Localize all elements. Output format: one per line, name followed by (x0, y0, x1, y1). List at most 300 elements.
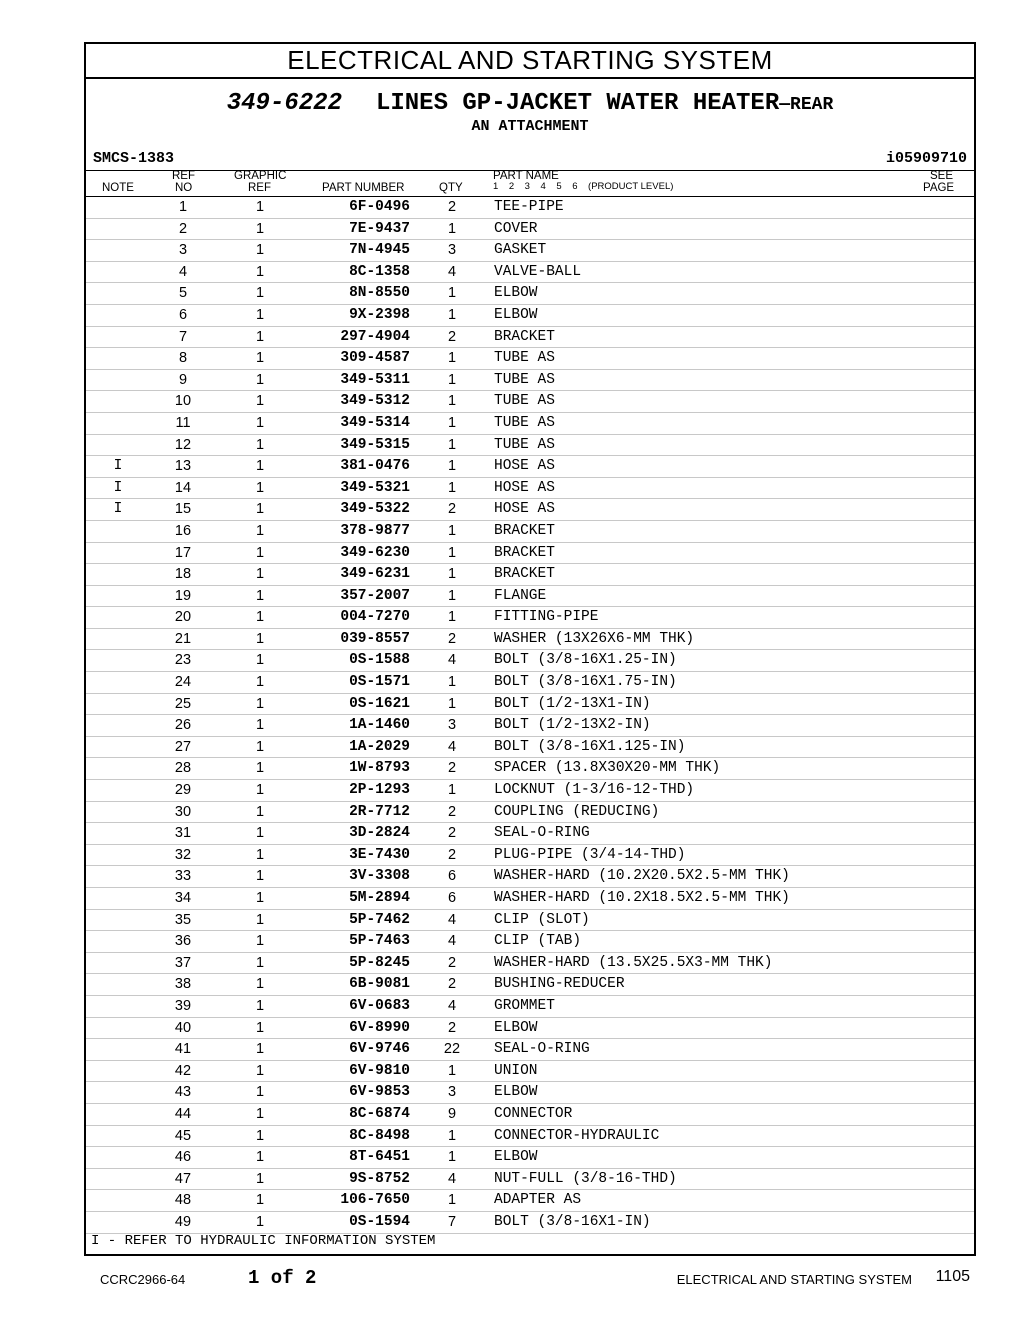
table-row (86, 758, 974, 780)
ref-no-cell: 5 (178, 285, 188, 302)
qty-cell: 4 (447, 933, 457, 950)
graphic-ref-cell: 1 (255, 501, 265, 518)
ref-no-cell: 1 (178, 199, 188, 215)
part-name-cell: HOSE AS (494, 479, 555, 496)
qty-cell: 3 (447, 717, 457, 734)
group-title: LINES GP-JACKET WATER HEATER (375, 90, 780, 117)
table-row (86, 435, 974, 457)
col-ref-header-top: REF (172, 170, 195, 182)
smcs-code: SMCS-1383 (93, 150, 175, 167)
note-cell: I (113, 501, 123, 518)
ref-no-cell: 2 (178, 220, 188, 237)
qty-cell: 22 (443, 1041, 461, 1058)
graphic-ref-cell: 1 (255, 1170, 265, 1187)
graphic-ref-cell: 1 (255, 846, 265, 863)
qty-cell: 1 (447, 695, 457, 712)
part-name-cell: TUBE AS (494, 393, 555, 410)
part-name-cell: BOLT (3/8-16X1.25-IN) (494, 652, 677, 669)
part-number-cell: 349-5314 (340, 414, 410, 431)
graphic-ref-cell: 1 (255, 566, 265, 583)
graphic-ref-cell: 1 (255, 997, 265, 1014)
qty-cell: 3 (447, 242, 457, 259)
group-heading (86, 91, 974, 118)
graphic-ref-cell: 1 (255, 328, 265, 345)
table-row (86, 1169, 974, 1191)
part-name-cell: TUBE AS (494, 350, 555, 367)
qty-cell: 4 (447, 911, 457, 928)
ref-no-cell: 24 (174, 674, 192, 691)
ref-no-cell: 3 (178, 242, 188, 259)
part-number-cell: 1W-8793 (349, 760, 410, 777)
ref-no-cell: 27 (174, 738, 192, 755)
ref-no-cell: 30 (174, 803, 192, 820)
parts-table-body (86, 197, 974, 1234)
graphic-ref-cell: 1 (255, 630, 265, 647)
group-subtitle: AN ATTACHMENT (471, 118, 589, 135)
part-name-cell: COVER (494, 220, 538, 237)
part-name-cell: BOLT (3/8-16X1-IN) (494, 1213, 651, 1230)
part-number-cell: 6V-9853 (349, 1084, 410, 1101)
table-row (86, 478, 974, 500)
part-name-cell: BRACKET (494, 522, 555, 539)
col-part-number-header: PART NUMBER (322, 182, 405, 194)
part-name-cell: BRACKET (494, 328, 555, 345)
graphic-ref-cell: 1 (255, 1084, 265, 1101)
part-number-cell: 349-6231 (340, 566, 410, 583)
col-part-name-header: PART NAME (493, 170, 559, 182)
table-row (86, 499, 974, 521)
table-row (86, 262, 974, 284)
qty-cell: 6 (447, 868, 457, 885)
table-row (86, 543, 974, 565)
table-row (86, 1104, 974, 1126)
part-number-cell: 349-5312 (340, 393, 410, 410)
footnote: I - REFER TO HYDRAULIC INFORMATION SYSTEM (91, 1233, 436, 1249)
qty-cell: 1 (447, 458, 457, 475)
qty-cell: 1 (447, 350, 457, 367)
part-name-cell: TEE-PIPE (494, 199, 564, 215)
part-number-cell: 349-5322 (340, 501, 410, 518)
part-number-cell: 7E-9437 (349, 220, 410, 237)
table-row (86, 1039, 974, 1061)
ref-no-cell: 33 (174, 868, 192, 885)
graphic-ref-cell: 1 (255, 890, 265, 906)
graphic-ref-cell: 1 (255, 1127, 265, 1144)
part-number-cell: 8C-8498 (349, 1127, 410, 1144)
table-header (86, 171, 974, 197)
ref-no-cell: 11 (175, 414, 191, 431)
part-name-cell: WASHER-HARD (10.2X20.5X2.5-MM THK) (494, 868, 790, 885)
table-row (86, 1061, 974, 1083)
graphic-ref-cell: 1 (255, 436, 265, 453)
qty-cell: 1 (447, 782, 457, 799)
graphic-ref-cell: 1 (255, 263, 265, 280)
part-name-cell: GASKET (494, 242, 547, 259)
ref-no-cell: 7 (178, 328, 188, 345)
ref-no-cell: 12 (174, 436, 192, 453)
part-name-cell: BOLT (1/2-13X2-IN) (494, 717, 651, 734)
ref-no-cell: 47 (174, 1170, 192, 1187)
part-number-cell: 6B-9081 (349, 976, 410, 993)
qty-cell: 7 (447, 1213, 457, 1230)
ref-no-cell: 17 (174, 544, 192, 561)
part-number-cell: 349-5311 (340, 371, 410, 388)
graphic-ref-cell: 1 (255, 976, 265, 993)
qty-cell: 2 (447, 803, 457, 820)
ref-no-cell: 16 (174, 522, 192, 539)
ref-no-cell: 36 (174, 933, 192, 950)
group-title-suffix: —REAR (779, 95, 834, 115)
part-number-cell: 6F-0496 (349, 199, 410, 215)
part-number-cell: 381-0476 (340, 458, 410, 475)
part-name-cell: BOLT (1/2-13X1-IN) (494, 695, 651, 712)
qty-cell: 2 (447, 760, 457, 777)
table-row (86, 348, 974, 370)
table-row (86, 910, 974, 932)
section-title: ELECTRICAL AND STARTING SYSTEM (86, 44, 974, 79)
qty-cell: 1 (447, 587, 457, 604)
graphic-ref-cell: 1 (255, 954, 265, 971)
part-number-cell: 8C-6874 (349, 1105, 410, 1122)
part-name-cell: HOSE AS (494, 501, 555, 518)
qty-cell: 3 (447, 1084, 457, 1101)
qty-cell: 2 (447, 954, 457, 971)
graphic-ref-cell: 1 (255, 652, 265, 669)
graphic-ref-cell: 1 (255, 738, 265, 755)
table-row (86, 780, 974, 802)
ref-no-cell: 34 (174, 890, 192, 906)
table-row (86, 953, 974, 975)
part-name-cell: SEAL-O-RING (494, 1041, 590, 1058)
col-graphic-header-top: GRAPHIC (234, 170, 287, 182)
qty-cell: 6 (447, 890, 457, 906)
part-number-cell: 6V-9746 (349, 1041, 410, 1058)
part-number-cell: 2R-7712 (349, 803, 410, 820)
table-row (86, 1018, 974, 1040)
part-name-cell: BRACKET (494, 566, 555, 583)
table-row (86, 219, 974, 241)
table-row (86, 694, 974, 716)
qty-cell: 1 (447, 609, 457, 626)
part-number-cell: 5P-7462 (349, 911, 410, 928)
part-number-cell: 357-2007 (340, 587, 410, 604)
part-number-cell: 1A-2029 (349, 738, 410, 755)
part-number-cell: 309-4587 (340, 350, 410, 367)
qty-cell: 1 (447, 285, 457, 302)
part-number-cell: 3V-3308 (349, 868, 410, 885)
part-number-cell: 0S-1571 (349, 674, 410, 691)
part-number-cell: 9S-8752 (349, 1170, 410, 1187)
part-name-cell: ADAPTER AS (494, 1192, 582, 1209)
graphic-ref-cell: 1 (255, 1213, 265, 1230)
part-name-cell: BOLT (3/8-16X1.125-IN) (494, 738, 686, 755)
part-name-cell: TUBE AS (494, 436, 555, 453)
part-number-cell: 6V-9810 (349, 1062, 410, 1079)
qty-cell: 1 (447, 1062, 457, 1079)
graphic-ref-cell: 1 (255, 220, 265, 237)
table-row (86, 1126, 974, 1148)
table-row (86, 564, 974, 586)
col-see-header-top: SEE (930, 170, 954, 182)
ref-no-cell: 29 (174, 782, 192, 799)
part-number-cell: 5P-8245 (349, 954, 410, 971)
part-name-cell: WASHER-HARD (13.5X25.5X3-MM THK) (494, 954, 773, 971)
table-row (86, 974, 974, 996)
table-row (86, 650, 974, 672)
ref-no-cell: 45 (174, 1127, 192, 1144)
table-row (86, 715, 974, 737)
identifier-bar (86, 146, 974, 171)
part-number-cell: 1A-1460 (349, 717, 410, 734)
part-number-cell: 7N-4945 (349, 242, 410, 259)
qty-cell: 4 (447, 997, 457, 1014)
ref-no-cell: 4 (178, 263, 188, 280)
ref-no-cell: 15 (174, 501, 192, 518)
table-row (86, 845, 974, 867)
part-name-cell: WASHER (13X26X6-MM THK) (494, 630, 695, 647)
ref-no-cell: 18 (174, 566, 192, 583)
part-number-cell: 8C-1358 (349, 263, 410, 280)
part-number-cell: 106-7650 (340, 1192, 410, 1209)
ref-no-cell: 43 (174, 1084, 192, 1101)
table-row (86, 866, 974, 888)
graphic-ref-cell: 1 (255, 674, 265, 691)
part-name-cell: CLIP (SLOT) (494, 911, 590, 928)
part-name-cell: BUSHING-REDUCER (494, 976, 625, 993)
qty-cell: 9 (447, 1105, 457, 1122)
ref-no-cell: 26 (174, 717, 192, 734)
qty-cell: 1 (447, 479, 457, 496)
graphic-ref-cell: 1 (255, 933, 265, 950)
qty-cell: 1 (447, 544, 457, 561)
product-level-header: 1 2 3 4 5 6 (PRODUCT LEVEL) (493, 181, 674, 192)
col-qty-header: QTY (439, 182, 463, 194)
part-name-cell: CONNECTOR-HYDRAULIC (494, 1127, 660, 1144)
table-row (86, 240, 974, 262)
qty-cell: 4 (447, 263, 457, 280)
page-footer (0, 1266, 1020, 1290)
graphic-ref-cell: 1 (255, 393, 265, 410)
table-row (86, 629, 974, 651)
table-row (86, 1212, 974, 1234)
part-number-cell: 297-4904 (340, 328, 410, 345)
table-row (86, 327, 974, 349)
table-row (86, 586, 974, 608)
table-row (86, 888, 974, 910)
table-row (86, 521, 974, 543)
ref-no-cell: 21 (174, 630, 192, 647)
part-name-cell: SEAL-O-RING (494, 825, 590, 842)
graphic-ref-cell: 1 (255, 911, 265, 928)
col-graphic-header-bottom: REF (248, 182, 271, 194)
graphic-ref-cell: 1 (255, 1041, 265, 1058)
part-name-cell: LOCKNUT (1-3/16-12-THD) (494, 782, 695, 799)
part-name-cell: SPACER (13.8X30X20-MM THK) (494, 760, 721, 777)
part-number-cell: 0S-1594 (349, 1213, 410, 1230)
table-row (86, 1082, 974, 1104)
table-row (86, 823, 974, 845)
table-row (86, 672, 974, 694)
graphic-ref-cell: 1 (255, 1105, 265, 1122)
part-number-cell: 3E-7430 (349, 846, 410, 863)
table-row (86, 283, 974, 305)
table-row (86, 197, 974, 219)
part-number-cell: 8T-6451 (349, 1149, 410, 1166)
part-number-cell: 349-6230 (340, 544, 410, 561)
qty-cell: 2 (447, 501, 457, 518)
ref-no-cell: 14 (174, 479, 192, 496)
qty-cell: 1 (447, 393, 457, 410)
qty-cell: 1 (447, 371, 457, 388)
part-name-cell: BOLT (3/8-16X1.75-IN) (494, 674, 677, 691)
table-row (86, 391, 974, 413)
group-number: 349-6222 (226, 90, 342, 117)
graphic-ref-cell: 1 (255, 1192, 265, 1209)
part-number-cell: 0S-1588 (349, 652, 410, 669)
ref-no-cell: 39 (174, 997, 192, 1014)
col-ref-header-bottom: NO (175, 182, 193, 194)
part-name-cell: TUBE AS (494, 414, 555, 431)
part-name-cell: NUT-FULL (3/8-16-THD) (494, 1170, 677, 1187)
graphic-ref-cell: 1 (255, 285, 265, 302)
graphic-ref-cell: 1 (255, 414, 265, 431)
qty-cell: 1 (447, 220, 457, 237)
graphic-ref-cell: 1 (255, 695, 265, 712)
graphic-ref-cell: 1 (255, 760, 265, 777)
graphic-ref-cell: 1 (255, 544, 265, 561)
table-row (86, 737, 974, 759)
qty-cell: 1 (447, 436, 457, 453)
qty-cell: 1 (447, 674, 457, 691)
graphic-ref-cell: 1 (255, 371, 265, 388)
table-row (86, 931, 974, 953)
ref-no-cell: 35 (174, 911, 192, 928)
ref-no-cell: 25 (174, 695, 192, 712)
ref-no-cell: 44 (174, 1105, 192, 1122)
qty-cell: 4 (447, 738, 457, 755)
part-name-cell: PLUG-PIPE (3/4-14-THD) (494, 846, 686, 863)
part-name-cell: BRACKET (494, 544, 555, 561)
ref-no-cell: 40 (174, 1019, 192, 1036)
part-name-cell: ELBOW (494, 285, 538, 302)
qty-cell: 1 (447, 1192, 457, 1209)
part-number-cell: 6V-8990 (349, 1019, 410, 1036)
footer-section-title: ELECTRICAL AND STARTING SYSTEM (676, 1272, 912, 1287)
note-cell: I (113, 458, 123, 475)
part-name-cell: ELBOW (494, 306, 538, 323)
part-name-cell: FLANGE (494, 587, 547, 604)
graphic-ref-cell: 1 (255, 782, 265, 799)
qty-cell: 2 (447, 630, 457, 647)
ref-no-cell: 41 (174, 1041, 192, 1058)
graphic-ref-cell: 1 (255, 1019, 265, 1036)
illustration-id: i05909710 (885, 150, 967, 167)
part-number-cell: 5M-2894 (349, 890, 410, 906)
table-row (86, 1190, 974, 1212)
ref-no-cell: 10 (174, 393, 192, 410)
ref-no-cell: 9 (178, 371, 188, 388)
part-name-cell: TUBE AS (494, 371, 555, 388)
table-row (86, 413, 974, 435)
qty-cell: 2 (447, 846, 457, 863)
part-number-cell: 004-7270 (340, 609, 410, 626)
table-row (86, 802, 974, 824)
qty-cell: 1 (447, 1149, 457, 1166)
table-row (86, 1147, 974, 1169)
part-number-cell: 9X-2398 (349, 306, 410, 323)
note-cell: I (113, 479, 123, 496)
graphic-ref-cell: 1 (255, 717, 265, 734)
part-name-cell: HOSE AS (494, 458, 555, 475)
col-note-header: NOTE (102, 182, 134, 194)
qty-cell: 2 (447, 976, 457, 993)
ref-no-cell: 28 (174, 760, 192, 777)
qty-cell: 2 (447, 1019, 457, 1036)
graphic-ref-cell: 1 (255, 609, 265, 626)
ref-no-cell: 38 (174, 976, 192, 993)
part-number-cell: 6V-0683 (349, 997, 410, 1014)
ref-no-cell: 42 (174, 1062, 192, 1079)
part-number-cell: 039-8557 (340, 630, 410, 647)
qty-cell: 1 (447, 522, 457, 539)
part-name-cell: FITTING-PIPE (494, 609, 599, 626)
table-row (86, 996, 974, 1018)
ref-no-cell: 20 (174, 609, 192, 626)
graphic-ref-cell: 1 (255, 242, 265, 259)
part-name-cell: CLIP (TAB) (494, 933, 582, 950)
part-number-cell: 5P-7463 (349, 933, 410, 950)
ref-no-cell: 32 (174, 846, 192, 863)
part-name-cell: ELBOW (494, 1019, 538, 1036)
qty-cell: 4 (447, 1170, 457, 1187)
qty-cell: 1 (447, 566, 457, 583)
ref-no-cell: 6 (178, 306, 188, 323)
qty-cell: 1 (447, 306, 457, 323)
table-row (86, 456, 974, 478)
part-number-cell: 2P-1293 (349, 782, 410, 799)
part-name-cell: VALVE-BALL (494, 263, 582, 280)
part-number-cell: 8N-8550 (349, 285, 410, 302)
part-number-cell: 3D-2824 (349, 825, 410, 842)
ref-no-cell: 19 (174, 587, 192, 604)
part-number-cell: 378-9877 (340, 522, 410, 539)
part-name-cell: WASHER-HARD (10.2X18.5X2.5-MM THK) (494, 890, 790, 906)
qty-cell: 2 (447, 825, 457, 842)
part-name-cell: UNION (494, 1062, 538, 1079)
qty-cell: 1 (447, 414, 457, 431)
part-name-cell: GROMMET (494, 997, 555, 1014)
page-of: 1 of 2 (248, 1267, 317, 1289)
page-number: 1105 (935, 1268, 970, 1285)
graphic-ref-cell: 1 (255, 1149, 265, 1166)
graphic-ref-cell: 1 (255, 479, 265, 496)
ref-no-cell: 23 (174, 652, 192, 669)
parts-list-frame (84, 42, 976, 1256)
graphic-ref-cell: 1 (255, 1062, 265, 1079)
table-row (86, 370, 974, 392)
graphic-ref-cell: 1 (255, 825, 265, 842)
graphic-ref-cell: 1 (255, 458, 265, 475)
graphic-ref-cell: 1 (255, 522, 265, 539)
graphic-ref-cell: 1 (255, 868, 265, 885)
graphic-ref-cell: 1 (255, 350, 265, 367)
graphic-ref-cell: 1 (255, 803, 265, 820)
table-row (86, 607, 974, 629)
ref-no-cell: 37 (174, 954, 192, 971)
part-name-cell: CONNECTOR (494, 1105, 573, 1122)
qty-cell: 1 (447, 1127, 457, 1144)
ref-no-cell: 49 (174, 1213, 192, 1230)
